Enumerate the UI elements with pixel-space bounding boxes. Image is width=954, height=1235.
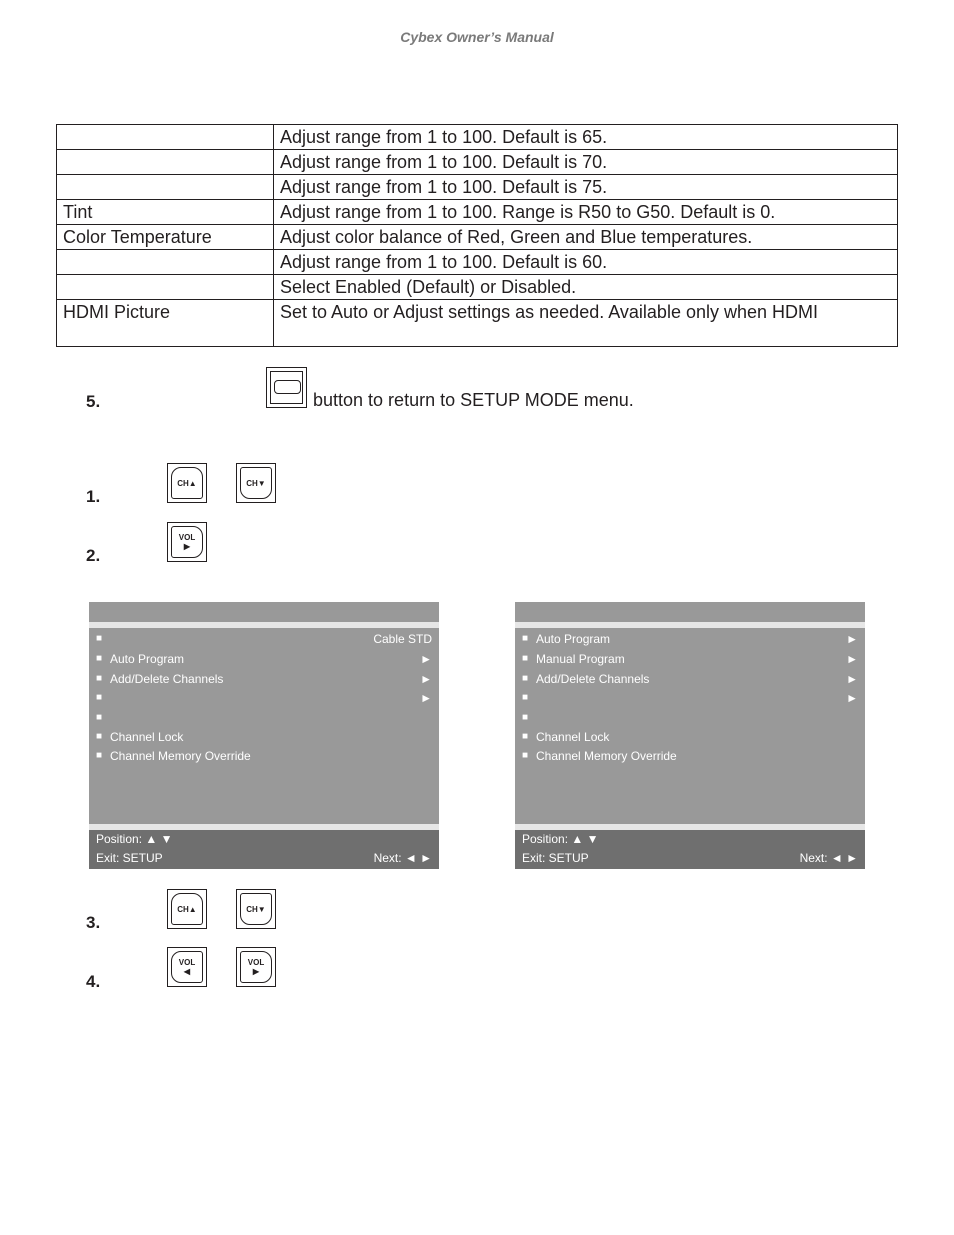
osd-menu-item[interactable] [522,689,858,707]
setting-description: Adjust range from 1 to 100. Default is 70. [274,150,898,175]
osd-item-label: Channel Memory Override [536,749,677,763]
table-row [57,225,898,250]
osd-footer [89,830,439,869]
osd-item-label: Channel Lock [536,730,610,744]
osd-next-hint: Next: ◄ ► [799,851,858,865]
bullet-icon: ■ [522,633,529,644]
vol-left-button-icon [167,947,207,987]
setting-description: Set to Auto or Adjust settings as needed. Available only when HDMI [274,300,898,347]
step-number-2: 2. [86,546,101,565]
osd-menu-item[interactable] [96,747,432,765]
setting-description: Adjust color balance of Red, Green and Blue temperatures. [274,225,898,250]
bullet-icon: ■ [96,653,103,664]
osd-menu-item[interactable] [96,709,432,727]
bullet-icon: ■ [96,673,103,684]
vol-right-button-icon [167,522,207,562]
osd-item-label: Manual Program [536,652,625,666]
step-5-text: button to return to SETUP MODE menu. [313,390,634,410]
osd-menu-item[interactable] [522,747,858,765]
osd-menu-item[interactable] [96,689,432,707]
osd-next-hint: Next: ◄ ► [373,851,432,865]
ch-up-button-icon [167,463,207,503]
step-number-1: 1. [86,487,101,506]
arrow-left-icon: ◀ [183,967,191,976]
setting-name [57,175,274,200]
bullet-icon: ■ [96,633,103,644]
bullet-icon: ■ [522,731,529,742]
arrow-right-icon: ► [420,691,432,705]
setting-description: Adjust range from 1 to 100. Range is R50 to G50. Default is 0. [274,200,898,225]
setting-name: Color Temperature [57,225,274,250]
setting-name [57,150,274,175]
bullet-icon: ■ [96,731,103,742]
table-row [57,125,898,150]
vol-right-button-icon [236,947,276,987]
osd-item-value: Cable STD [373,632,432,646]
osd-title-bar [89,602,439,622]
arrow-right-icon: ▶ [252,967,260,976]
ch-up-label: CH▲ [171,467,203,499]
setting-description: Adjust range from 1 to 100. Default is 60. [274,250,898,275]
osd-menu-item[interactable] [522,650,858,668]
setting-description: Select Enabled (Default) or Disabled. [274,275,898,300]
ch-down-button-icon [236,889,276,929]
bullet-icon: ■ [522,653,529,664]
ch-down-button-icon [236,463,276,503]
bullet-icon: ■ [96,750,103,761]
osd-menu-item[interactable] [96,728,432,746]
page-header: Cybex Owner’s Manual [400,29,554,45]
osd-position-hint: Position: ▲ ▼ [522,832,599,846]
osd-item-label: Auto Program [110,652,185,666]
osd-menu-body [515,628,865,824]
table-row [57,175,898,200]
osd-menu-item[interactable] [522,630,858,648]
step-number-3: 3. [86,913,101,932]
osd-menu-left [89,602,439,869]
bullet-icon: ■ [522,750,529,761]
arrow-right-icon: ► [846,652,858,666]
vol-label: VOL [178,958,196,967]
picture-settings-table [56,124,898,347]
exit-button-icon [266,367,307,408]
osd-footer [515,830,865,869]
osd-position-hint: Position: ▲ ▼ [96,832,173,846]
step-number-5: 5. [86,392,101,411]
setting-description: Adjust range from 1 to 100. Default is 65. [274,125,898,150]
vol-label: VOL [247,958,265,967]
bullet-icon: ■ [522,673,529,684]
osd-menu-item[interactable] [522,709,858,727]
bullet-icon: ■ [96,692,103,703]
osd-exit-hint: Exit: SETUP [522,851,589,865]
osd-item-label: Add/Delete Channels [536,672,650,686]
arrow-right-icon: ▶ [183,542,191,551]
arrow-right-icon: ► [420,652,432,666]
setting-name [57,275,274,300]
exit-button-pill [274,380,301,394]
osd-menu-item[interactable] [522,670,858,688]
osd-menu-item[interactable] [96,650,432,668]
osd-menu-body [89,628,439,824]
osd-item-label: Channel Lock [110,730,184,744]
vol-right-face [240,951,272,983]
setting-name: HDMI Picture [57,300,274,347]
osd-title-bar [515,602,865,622]
vol-left-face [171,951,203,983]
arrow-right-icon: ► [846,632,858,646]
setting-name [57,250,274,275]
osd-exit-hint: Exit: SETUP [96,851,163,865]
table-row [57,275,898,300]
vol-label: VOL [178,533,196,542]
ch-down-label: CH▼ [240,467,272,499]
table-row [57,300,898,347]
osd-menu-item[interactable] [522,728,858,746]
arrow-right-icon: ► [846,672,858,686]
bullet-icon: ■ [96,712,103,723]
ch-up-button-icon [167,889,207,929]
bullet-icon: ■ [522,712,529,723]
ch-up-label: CH▲ [171,893,203,925]
table-row [57,250,898,275]
osd-menu-right [515,602,865,869]
bullet-icon: ■ [522,692,529,703]
step-number-4: 4. [86,972,101,991]
arrow-right-icon: ► [420,672,432,686]
setting-name: Tint [57,200,274,225]
vol-right-face [171,526,203,558]
osd-item-label: Auto Program [536,632,611,646]
table-row [57,150,898,175]
osd-menu-item[interactable] [96,630,432,648]
setting-name [57,125,274,150]
osd-item-label: Channel Memory Override [110,749,251,763]
osd-item-label: Add/Delete Channels [110,672,224,686]
arrow-right-icon: ► [846,691,858,705]
ch-down-label: CH▼ [240,893,272,925]
osd-menu-item[interactable] [96,670,432,688]
table-row [57,200,898,225]
setting-description: Adjust range from 1 to 100. Default is 75. [274,175,898,200]
